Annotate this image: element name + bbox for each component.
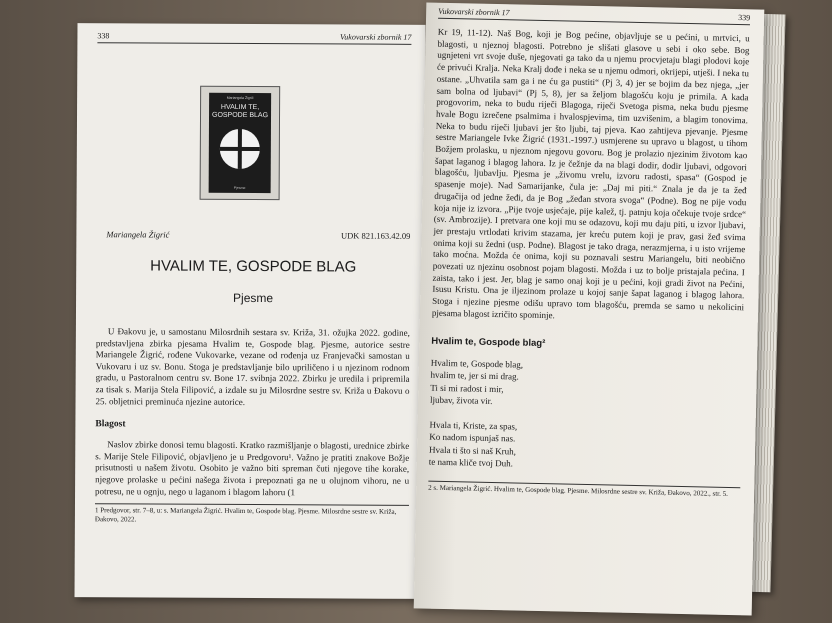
left-running-head <box>97 31 411 45</box>
cover-title <box>209 104 271 120</box>
section-heading: Blagost <box>95 419 126 430</box>
poem-title: Hvalim te, Gospode blag² <box>431 335 546 349</box>
section-paragraph: Naslov zbirke donosi temu blagosti. Kratko razmišljanje o blagosti, urednice zbirke s. Marije Stele Filipović, objavljeno je u Predgovoru¹. Važno je pratiti znakove Božje prisutnosti u našem životu. Osobito je važno biti spreman čuti njegove tihe korake, njegove prolaske u pećini našega života i prepoznati ga ne u olujnom vihoru, ne u potresu, ne u ognju, nego u laganom i blagom lahoru (1 <box>95 439 410 497</box>
poem-line: Hvala ti, Kriste, za spas, <box>429 419 518 432</box>
right-footnote: 2 s. Mariangela Žigrić. Hvalim te, Gospode blag. Pjesme. Milosrdne sestre sv. Križa, Đakovo, 2022., str. 5. <box>428 483 728 498</box>
cover-author: Mariangela Žigrić <box>226 95 254 101</box>
poem-line: Hvala ti što si naš Kruh, <box>428 444 517 457</box>
left-page <box>74 23 425 599</box>
right-journal-title: Vukovarski zbornik 17 <box>438 6 510 18</box>
poem-line: Hvalim te, Gospode blag, <box>430 357 524 370</box>
right-paragraph: Kr 19, 11-12). Naš Bog, koji je Bog pećine, objavljuje se u pećini, u mrtvici, u blagosti, u njeznoj blagosti. Potrebno je slišati glasove u sebi i oko sebe. Bog ugnjeteni vrt svoje duše, njegovati ga tako da u njemu procvjetaju blagi plodovi koje će privući Kralja. Neka Kralj dođe i neka se u njemu odmori, okrijepi, utješi. I neka tu ostane. „Uhvatila sam ga i ne ću ga pustiti“ (Pj 3, 4) jer se bojim da bez njega, „jer sam bolna od ljubavi“ (Pj 5, 8), jer sa željom blagošću koju je primila. A kada progovorim, neka to budu riječi Blagoga, riječi Svetoga pisma, neka budu pjesme hvale Bogu izrečene psalmima i hvalospjevima, tim uzvišenim, a blagim tonovima. Neka to budu riječi ljubavi jer što ljubi, taj pjeva. Kao zahtijeva pjevanje. Pjesme sestre Mariangele Ivke Žigrić (1931.-1997.) usmjerene su upravo u blagost, u tihom Božjem prolasku, u njeznom njegovu govoru. Bog je prolazio njezinim životom kao šapat laganog i blagog lahora. Iz je čežnje da na blagi dodir, dodir ljubavi, odgovori blagošću, ljubavlju. Pjesma je „živomu vrelu, izvoru radosti, spasa“ (Gospod je spasenje moje). Nad Samarijanke, čula je: „Daj mi piti.“ Znala je da je ta žeđ drugačija od jedne žeđi, da je Bog „žeđan stvora svoga“ (Podne). Bog ne pije vodu koja nije iz izvora. „Pije tvoje usjećaje, pije kalež, tj. patnju koja očekuje tvoje srdce“ (sv. Ambrozije). I pretvara one koji mu se odazovu, koji mu daju piti, u izvor ljubavi, jer prestaju vrtlodati krivim stazama, jer kreću putem koji je prav, gasi žeđ svima onima koji su žedni (usp. Podne). Blagost je tako draga, nerazmjerna, i u isto vrijeme tako moćna. Možda će onima, koji su poznavali sestru Mariangelu, biti neobično povezati uz njezinu osobnost pojam blagosti. Možda i uz to bolje pristajala pećina. I zaista, tako i jest. Jer, blag je samo onaj koji je u pećini, koji gradi život na Pećini, Isusu Kristu. Ona je iljezinom prolaze u kojoj sanje šapat laganog i blagog lahora. Stoga i njezine pjesme odišu upravo tom blagošću, premda se samo u nekolicini pjesama blagost izričito spominje. <box>431 26 750 321</box>
cover-title-line2: GOSPODE BLAG <box>211 111 269 120</box>
book-cover-image <box>200 86 281 200</box>
poem-line: Ti si mi radost i mir, <box>430 382 504 394</box>
footnote-rule <box>95 503 409 506</box>
right-page <box>414 3 765 616</box>
poem-line: te nama kliče tvoj Duh. <box>428 456 514 469</box>
cross-circle-icon <box>220 129 260 169</box>
right-running-head <box>438 7 750 26</box>
left-footnote: 1 Predgovor, str. 7–8, u: s. Mariangela Žigrić. Hvalim te, Gospode blag. Pjesme. Milosrdne sestre sv. Križa, Đakovo, 2022. <box>94 506 397 524</box>
right-page-number: 339 <box>738 13 751 23</box>
poem-line: hvalim te, jer si mi drag. <box>430 369 519 382</box>
poem-line: ljubav, života vir. <box>429 394 493 407</box>
article-title: HVALIM TE, GOSPODE BLAG <box>150 257 357 276</box>
book-cover-panel <box>209 93 272 193</box>
left-journal-title: Vukovarski zbornik 17 <box>340 32 412 42</box>
poem-line: Ko nadom ispunjaš nas. <box>429 431 516 444</box>
intro-paragraph: U Đakovu je, u samostanu Milosrdnih sestara sv. Križa, 31. ožujka 2022. godine, predstavljena zbirka pjesama Hvalim te, Gospode blag. Pjesme, autorice sestre Mariangele Žigrić, rođene Vukovarke, vezane od rođenja uz Franjevački samostan u Vukovaru i uz sv. Bonu. Stoga je predstavljanje bilo upriličeno i u njezinom rodnom gradu, u Pastoralnom centru sv. Bone 17. svibnja 2022. Zbirku je uredila i pripremila za tisak s. Marija Stela Filipović, a izdale su ju Milosrdne sestre sv. Križa u Đakovu o 25. obljetnici preminuća njezine autorice. <box>95 326 410 407</box>
author-line <box>96 229 410 241</box>
article-author: Mariangela Žigrić <box>106 229 170 240</box>
article-subtitle: Pjesme <box>233 290 274 306</box>
udk-code: UDK 821.163.42.09 <box>340 230 411 241</box>
poem-stanza-1 <box>430 356 743 413</box>
cover-subtitle: Pjesme <box>233 185 246 190</box>
poem-stanza-2 <box>429 418 742 475</box>
left-page-number: 338 <box>97 31 110 41</box>
cover-title-line1: HVALIM TE, <box>220 103 260 112</box>
right-body-text <box>432 27 750 326</box>
